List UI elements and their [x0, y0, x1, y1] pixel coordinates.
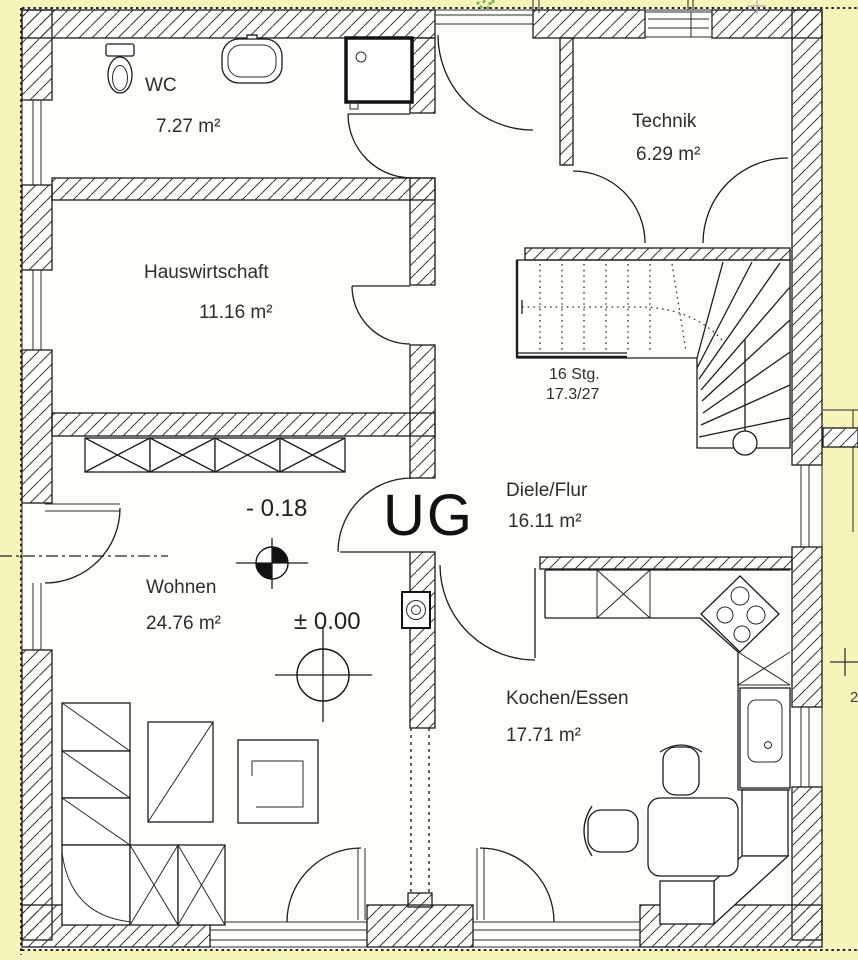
room-area-hauswirtschaft: 11.16 m² — [199, 302, 273, 323]
coffee-table — [238, 740, 318, 823]
room-area-diele: 16.11 m² — [508, 511, 582, 532]
stairs-label-count: 16 Stg. — [549, 366, 600, 383]
room-label-hauswirtschaft: Hauswirtschaft — [144, 262, 269, 283]
side-table — [148, 722, 213, 822]
wardrobe-cabinets — [85, 438, 345, 472]
level-label-ground: ± 0.00 — [294, 608, 361, 635]
toilet-icon — [106, 44, 134, 93]
floor-label-ug: UG — [383, 483, 474, 548]
dining-chair-left — [584, 806, 638, 856]
room-label-technik: Technik — [632, 111, 697, 132]
stairs-label-dimensions: 17.3/27 — [546, 386, 600, 403]
downpipe-icon — [402, 592, 430, 628]
room-label-wc: WC — [145, 75, 177, 96]
sink-icon — [222, 35, 282, 83]
room-area-kochen: 17.71 m² — [506, 725, 581, 746]
stair-newel-post — [733, 431, 757, 455]
room-area-wc: 7.27 m² — [156, 116, 221, 137]
room-area-wohnen: 24.76 m² — [146, 613, 221, 634]
level-label-living: - 0.18 — [246, 495, 308, 522]
shower-icon — [346, 38, 412, 109]
room-area-technik: 6.29 m² — [636, 144, 701, 165]
dining-chair-top — [660, 745, 702, 795]
room-label-diele: Diele/Flur — [506, 480, 588, 501]
room-label-wohnen: Wohnen — [146, 577, 217, 598]
edge-number-fragment: 2 — [850, 689, 858, 706]
room-label-kochen: Kochen/Essen — [506, 688, 629, 709]
dining-table — [648, 798, 738, 876]
kitchen-sink-icon — [740, 688, 790, 788]
